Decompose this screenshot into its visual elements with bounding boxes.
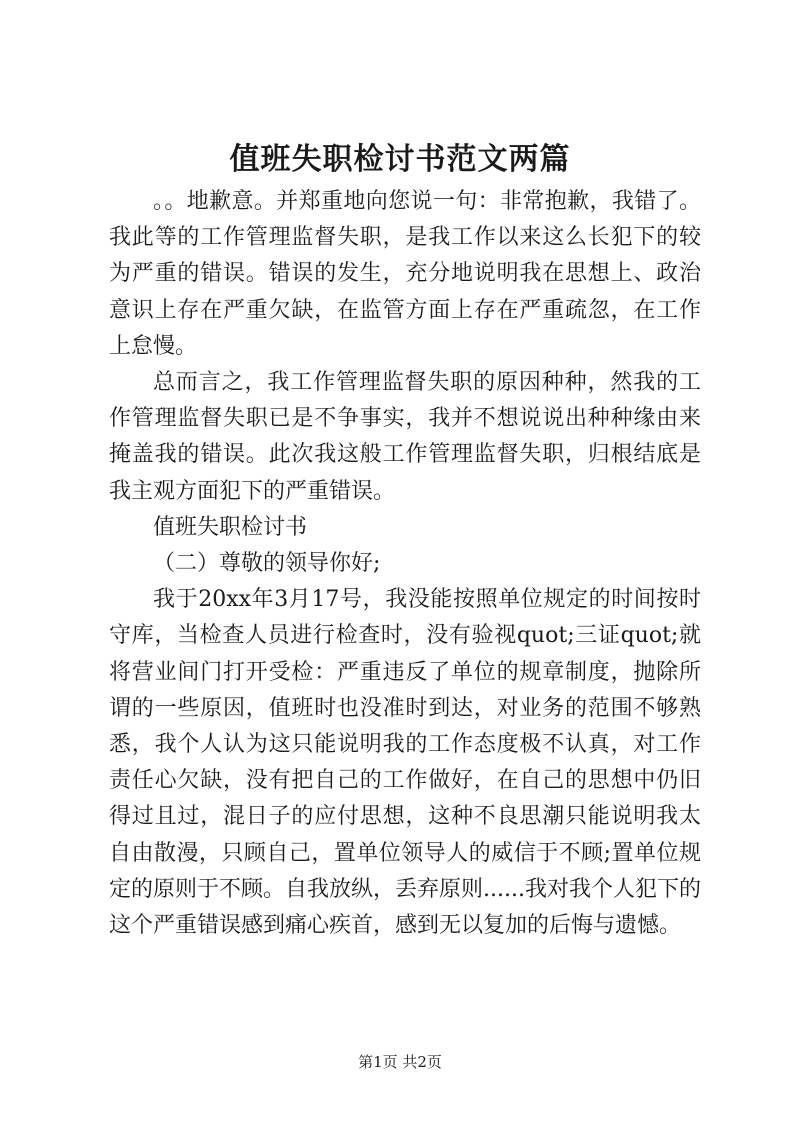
page-footer: 第1页 共2页 [358,1053,442,1071]
document-body [109,184,701,944]
section-heading: 值班失职检讨书 [153,514,308,540]
document-title: 值班失职检讨书范文两篇 [229,142,571,177]
paragraph-summary: 总而言之，我工作管理监督失职的原因种种，然我的工作管理监督失职已是不争事实，我并不想说说出种种缘由来掩盖我的错误。此次我这般工作管理监督失职，归根结底是我主观方面犯下的严重错误。 [109,370,701,504]
paragraph-incident: 我于20xx年3月17号，我没能按照单位规定的时间按时守库，当检查人员进行检查时，没有验视quot;三证quot;就将营业间门打开受检：严重违反了单位的规章制度，抛除所谓的一些原因，值班时也没准时到达，对业务的范围不够熟悉，我个人认为这只能说明我的工作态度极不认真，对工作责任心欠缺，没有把自己的工作做好，在自己的思想中仍旧得过且过，混日子的应付思想，这种不良思潮只能说明我太自由散漫，只顾自己，置单位领导人的威信于不顾;置单位规定的原则于不顾。自我放纵，丢弃原则......我对我个人犯下的这个严重错误感到痛心疾首，感到无以复加的后悔与遗憾。 [109,587,701,939]
paragraph-apology: 。。地歉意。并郑重地向您说一句：非常抱歉，我错了。我此等的工作管理监督失职，是我工作以来这么长犯下的较为严重的错误。错误的发生，充分地说明我在思想上、政治意识上存在严重欠缺，在监管方面上存在严重疏忽，在工作上怠慢。 [109,189,701,359]
salutation: （二）尊敬的领导你好; [153,551,381,577]
